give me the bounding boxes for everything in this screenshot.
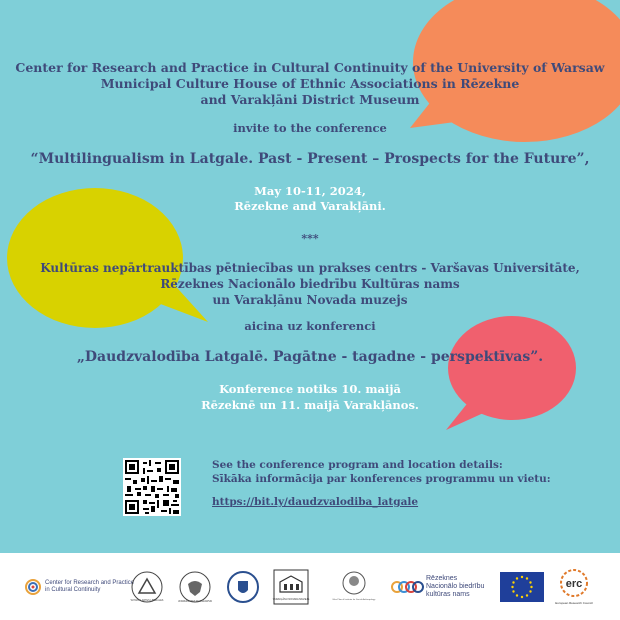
erc-short-label: erc <box>565 577 583 590</box>
cultural-continuity-icon <box>24 578 42 596</box>
city-seal-icon <box>226 570 260 604</box>
program-info <box>212 458 592 486</box>
date-lv-line-2: Rēzeknē un 11. maijā Varakļānos. <box>201 398 419 412</box>
date-lv-line-1: Konference notiks 10. maijā <box>219 382 401 396</box>
varaklanu-museum-icon <box>272 568 310 606</box>
logo-uw <box>178 553 212 620</box>
logo-varaklanu <box>272 553 310 620</box>
logo-rezeknes <box>390 553 484 620</box>
erc-icon <box>552 565 596 609</box>
erc-full-label: European Research Council <box>555 600 593 605</box>
organizer-lv-line-2: Rēzeknes Nacionālo biedrību Kultūras nams <box>160 277 460 291</box>
uw-label: UNIWERSYTET WARSZAWSKI <box>177 599 213 603</box>
organizers-english <box>0 60 620 108</box>
eu-flag-icon <box>500 572 544 602</box>
qr-code[interactable] <box>123 458 181 516</box>
rezeknes-line-1: Rēzeknes <box>426 574 458 582</box>
date-latvian <box>0 381 620 413</box>
logo-city-seal <box>226 553 260 620</box>
rezeknes-line-3: kultūras nams <box>426 590 470 598</box>
logo-eu <box>500 553 544 620</box>
program-link[interactable]: https://bit.ly/daudzvalodiba_latgale <box>212 496 419 508</box>
rezeknes-line-2: Nacionālo biedrību <box>426 582 485 590</box>
cultural-continuity-line-2: in Cultural Continuity <box>45 586 101 593</box>
organizer-line-3: and Varakļāni District Museum <box>200 92 420 107</box>
varaklanu-label: VARAKĻĀNU NOVADA MUZEJS <box>272 597 310 601</box>
separator: *** <box>301 232 319 245</box>
date-line-2: Rēzekne and Varakļāni. <box>234 199 386 213</box>
cultural-continuity-line-1: Center for Research and Practice <box>45 579 135 586</box>
organizer-lv-line-3: un Varakļānu Novada muzejs <box>212 293 408 307</box>
conference-title-english: “Multilingualism in Latgale. Past - Present – Prospects for the Future”, <box>30 151 590 167</box>
invite-latvian: aicina uz konferenci <box>244 319 376 333</box>
logo-max-planck <box>332 553 376 620</box>
logo-footer <box>0 553 620 620</box>
organizer-line-2: Municipal Culture House of Ethnic Associations in Rēzekne <box>100 76 520 91</box>
wydzial-emblem-icon <box>130 570 164 604</box>
program-line-latvian: Sīkāka informācija par konferences programmu un vietu: <box>212 473 551 485</box>
logo-erc <box>552 553 596 620</box>
conference-title-latvian: „Daudzvalodība Latgalē. Pagātne - tagadne - perspektīvas”. <box>76 349 544 365</box>
wydzial-label: WYDZIAŁ ARTES LIBERALES <box>130 598 164 602</box>
logo-wydzial <box>130 553 164 620</box>
max-planck-label: Max Planck Institute for Social Anthropology <box>332 598 376 601</box>
logo-cultural-continuity <box>24 553 134 620</box>
max-planck-icon <box>332 569 376 605</box>
invite-english: invite to the conference <box>233 121 387 135</box>
uw-eagle-icon <box>178 570 212 604</box>
organizer-lv-line-1: Kultūras nepārtrauktības pētniecības un prakses centrs - Varšavas Universitāte, <box>40 261 580 275</box>
program-line-english: See the conference program and location details: <box>212 459 503 471</box>
organizer-line-1: Center for Research and Practice in Cultural Continuity of the University of Warsaw <box>15 60 605 75</box>
date-line-1: May 10-11, 2024, <box>254 184 366 198</box>
rezeknes-rings-icon <box>390 577 424 597</box>
date-english <box>0 184 620 214</box>
organizers-latvian <box>0 260 620 308</box>
